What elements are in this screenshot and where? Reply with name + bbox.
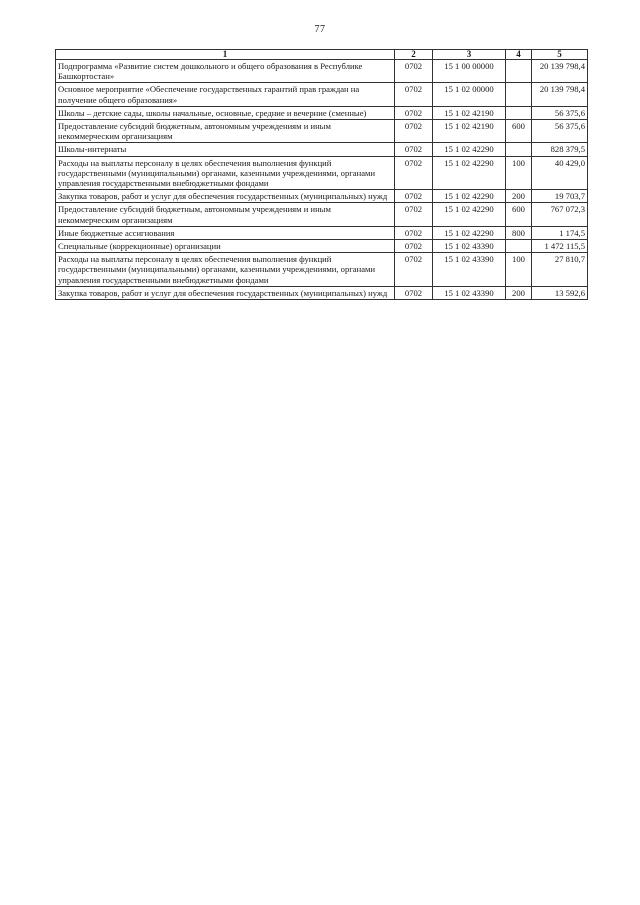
row-section: 0702	[395, 143, 433, 156]
row-section: 0702	[395, 190, 433, 203]
row-amount: 56 375,6	[532, 106, 588, 119]
row-name: Расходы на выплаты персоналу в целях обеспечения выполнения функций государственными (муниципальными) органами, казенными учреждениями, органами управления государственными внебюджетными фондами	[56, 253, 395, 287]
row-type	[506, 60, 532, 83]
row-type	[506, 106, 532, 119]
row-section: 0702	[395, 60, 433, 83]
row-section: 0702	[395, 253, 433, 287]
budget-table	[55, 49, 588, 300]
table-header-row	[56, 50, 588, 60]
row-target: 15 1 02 42290	[433, 156, 506, 190]
row-name: Иные бюджетные ассигнования	[56, 226, 395, 239]
table-row	[56, 143, 588, 156]
row-amount: 1 174,5	[532, 226, 588, 239]
row-section: 0702	[395, 156, 433, 190]
table-row	[56, 203, 588, 226]
row-name: Закупка товаров, работ и услуг для обеспечения государственных (муниципальных) нужд	[56, 190, 395, 203]
table-row	[56, 190, 588, 203]
table-row	[56, 106, 588, 119]
row-target: 15 1 02 42290	[433, 190, 506, 203]
row-amount: 20 139 798,4	[532, 83, 588, 106]
row-name: Подпрограмма «Развитие систем дошкольного и общего образования в Республике Башкортостан»	[56, 60, 395, 83]
row-type: 100	[506, 156, 532, 190]
table-row	[56, 156, 588, 190]
row-target: 15 1 02 42290	[433, 143, 506, 156]
row-section: 0702	[395, 286, 433, 299]
row-name: Расходы на выплаты персоналу в целях обеспечения выполнения функций государственными (муниципальными) органами, казенными учреждениями, органами управления государственными внебюджетными фондами	[56, 156, 395, 190]
row-type	[506, 240, 532, 253]
table-row	[56, 60, 588, 83]
row-amount: 27 810,7	[532, 253, 588, 287]
row-type: 600	[506, 120, 532, 143]
row-section: 0702	[395, 203, 433, 226]
row-target: 15 1 02 43390	[433, 286, 506, 299]
row-section: 0702	[395, 120, 433, 143]
row-type: 200	[506, 190, 532, 203]
row-amount: 20 139 798,4	[532, 60, 588, 83]
table-row	[56, 83, 588, 106]
row-amount: 19 703,7	[532, 190, 588, 203]
row-name: Предоставление субсидий бюджетным, автономным учреждениям и иным некоммерческим организациям	[56, 203, 395, 226]
row-amount: 13 592,6	[532, 286, 588, 299]
row-name: Предоставление субсидий бюджетным, автономным учреждениям и иным некоммерческим организациям	[56, 120, 395, 143]
table-row	[56, 120, 588, 143]
row-type	[506, 83, 532, 106]
row-target: 15 1 02 42290	[433, 226, 506, 239]
row-section: 0702	[395, 240, 433, 253]
row-type: 800	[506, 226, 532, 239]
row-type: 200	[506, 286, 532, 299]
row-section: 0702	[395, 83, 433, 106]
row-type: 100	[506, 253, 532, 287]
row-section: 0702	[395, 226, 433, 239]
row-amount: 40 429,0	[532, 156, 588, 190]
row-name: Специальные (коррекционные) организации	[56, 240, 395, 253]
row-name: Закупка товаров, работ и услуг для обеспечения государственных (муниципальных) нужд	[56, 286, 395, 299]
table-row	[56, 286, 588, 299]
header-col-2: 2	[395, 50, 433, 60]
row-target: 15 1 02 00000	[433, 83, 506, 106]
row-amount: 828 379,5	[532, 143, 588, 156]
header-col-3: 3	[433, 50, 506, 60]
table-row	[56, 226, 588, 239]
header-col-5: 5	[532, 50, 588, 60]
row-name: Школы – детские сады, школы начальные, основные, средние и вечерние (сменные)	[56, 106, 395, 119]
row-type	[506, 143, 532, 156]
row-amount: 1 472 115,5	[532, 240, 588, 253]
row-amount: 767 072,3	[532, 203, 588, 226]
row-name: Школы-интернаты	[56, 143, 395, 156]
row-section: 0702	[395, 106, 433, 119]
row-type: 600	[506, 203, 532, 226]
table-row	[56, 240, 588, 253]
row-target: 15 1 02 42190	[433, 106, 506, 119]
row-target: 15 1 02 43390	[433, 253, 506, 287]
row-target: 15 1 00 00000	[433, 60, 506, 83]
row-target: 15 1 02 42290	[433, 203, 506, 226]
row-target: 15 1 02 43390	[433, 240, 506, 253]
row-target: 15 1 02 42190	[433, 120, 506, 143]
header-col-1: 1	[56, 50, 395, 60]
row-amount: 56 375,6	[532, 120, 588, 143]
header-col-4: 4	[506, 50, 532, 60]
page-number: 77	[314, 24, 326, 35]
table-row	[56, 253, 588, 287]
row-name: Основное мероприятие «Обеспечение государственных гарантий прав граждан на получение общего образования»	[56, 83, 395, 106]
